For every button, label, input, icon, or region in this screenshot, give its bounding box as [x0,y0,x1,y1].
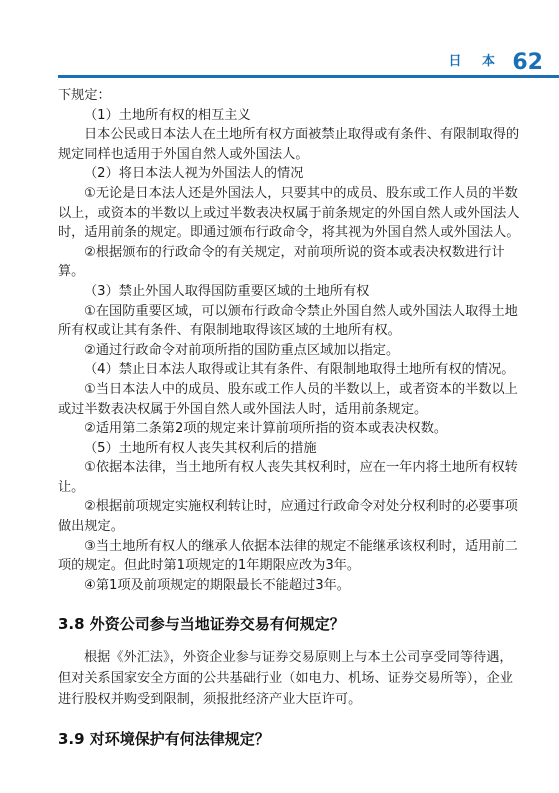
subheading-1: （1）土地所有权的相互主义 [84,107,251,123]
paragraph: ③当土地所有权人的继承人依据本法律的规定不能继承该权利时，适用前二项的规定。但此时第1项规定的1年期限应改为3年。 [58,538,518,574]
header-rule [58,75,559,78]
document-body [58,86,521,762]
section-body-3-8: 根据《外汇法》，外资企业参与证券交易原则上与本土公司享受同等待遇，但对关系国家安全方面的公共基础行业（如电力、机场、证券交易所等），企业进行股权并购受到限制，须报批经济产业大臣许可。 [58,650,513,708]
intro-text: 下规定： [58,88,111,103]
section-heading-3-9: 3.9 对环境保护有何法律规定？ [58,730,270,749]
paragraph: ①无论是日本法人还是外国法人，只要其中的成员、股东或工作人员的半数以上，或资本的半数以上或过半数表决权属于前条规定的外国自然人或外国法人时，适用前条的规定。即通过颁布行政命令，将其视为外国自然人或外国法人。 [58,185,520,241]
subheading-5: （5）土地所有权人丧失其权利后的措施 [84,440,317,456]
page-header [0,0,559,80]
paragraph: ②根据颁布的行政命令的有关规定，对前项所说的资本或表决权数进行计算。 [58,244,505,280]
subheading-3: （3）禁止外国人取得国防重要区域的土地所有权 [84,283,370,299]
paragraph: ①在国防重要区域，可以颁布行政命令禁止外国自然人或外国法人取得土地所有权或让其有条件、有限制地取得该区域的土地所有权。 [58,303,518,339]
subheading-4: （4）禁止日本法人取得或让其有条件、有限制地取得土地所有权的情况。 [84,362,515,378]
subheading-2: （2）将日本法人视为外国法人的情况 [84,166,304,182]
header-country: 日 本 [448,54,503,69]
paragraph: ①依据本法律，当土地所有权人丧失其权利时，应在一年内将土地所有权转让。 [58,460,518,495]
page-number: 62 [512,50,543,75]
paragraph: ④第1项及前项规定的期限最长不能超过3年。 [84,577,350,593]
paragraph: ②根据前项规定实施权利转让时，应通过行政命令对处分权利时的必要事项做出规定。 [58,499,518,535]
section-heading-3-8: 3.8 外资公司参与当地证券交易有何规定？ [58,615,345,634]
paragraph: ②适用第二条第2项的规定来计算前项所指的资本或表决权数。 [84,421,448,437]
paragraph: 日本公民或日本法人在土地所有权方面被禁止取得或有条件、有限制取得的规定同样也适用于外国自然人或外国法人。 [58,127,520,162]
paragraph: ②通过行政命令对前项所指的国防重点区域加以指定。 [84,342,400,358]
paragraph: ①当日本法人中的成员、股东或工作人员的半数以上，或者资本的半数以上或过半数表决权属于外国自然人或外国法人时，适用前条规定。 [58,381,518,417]
